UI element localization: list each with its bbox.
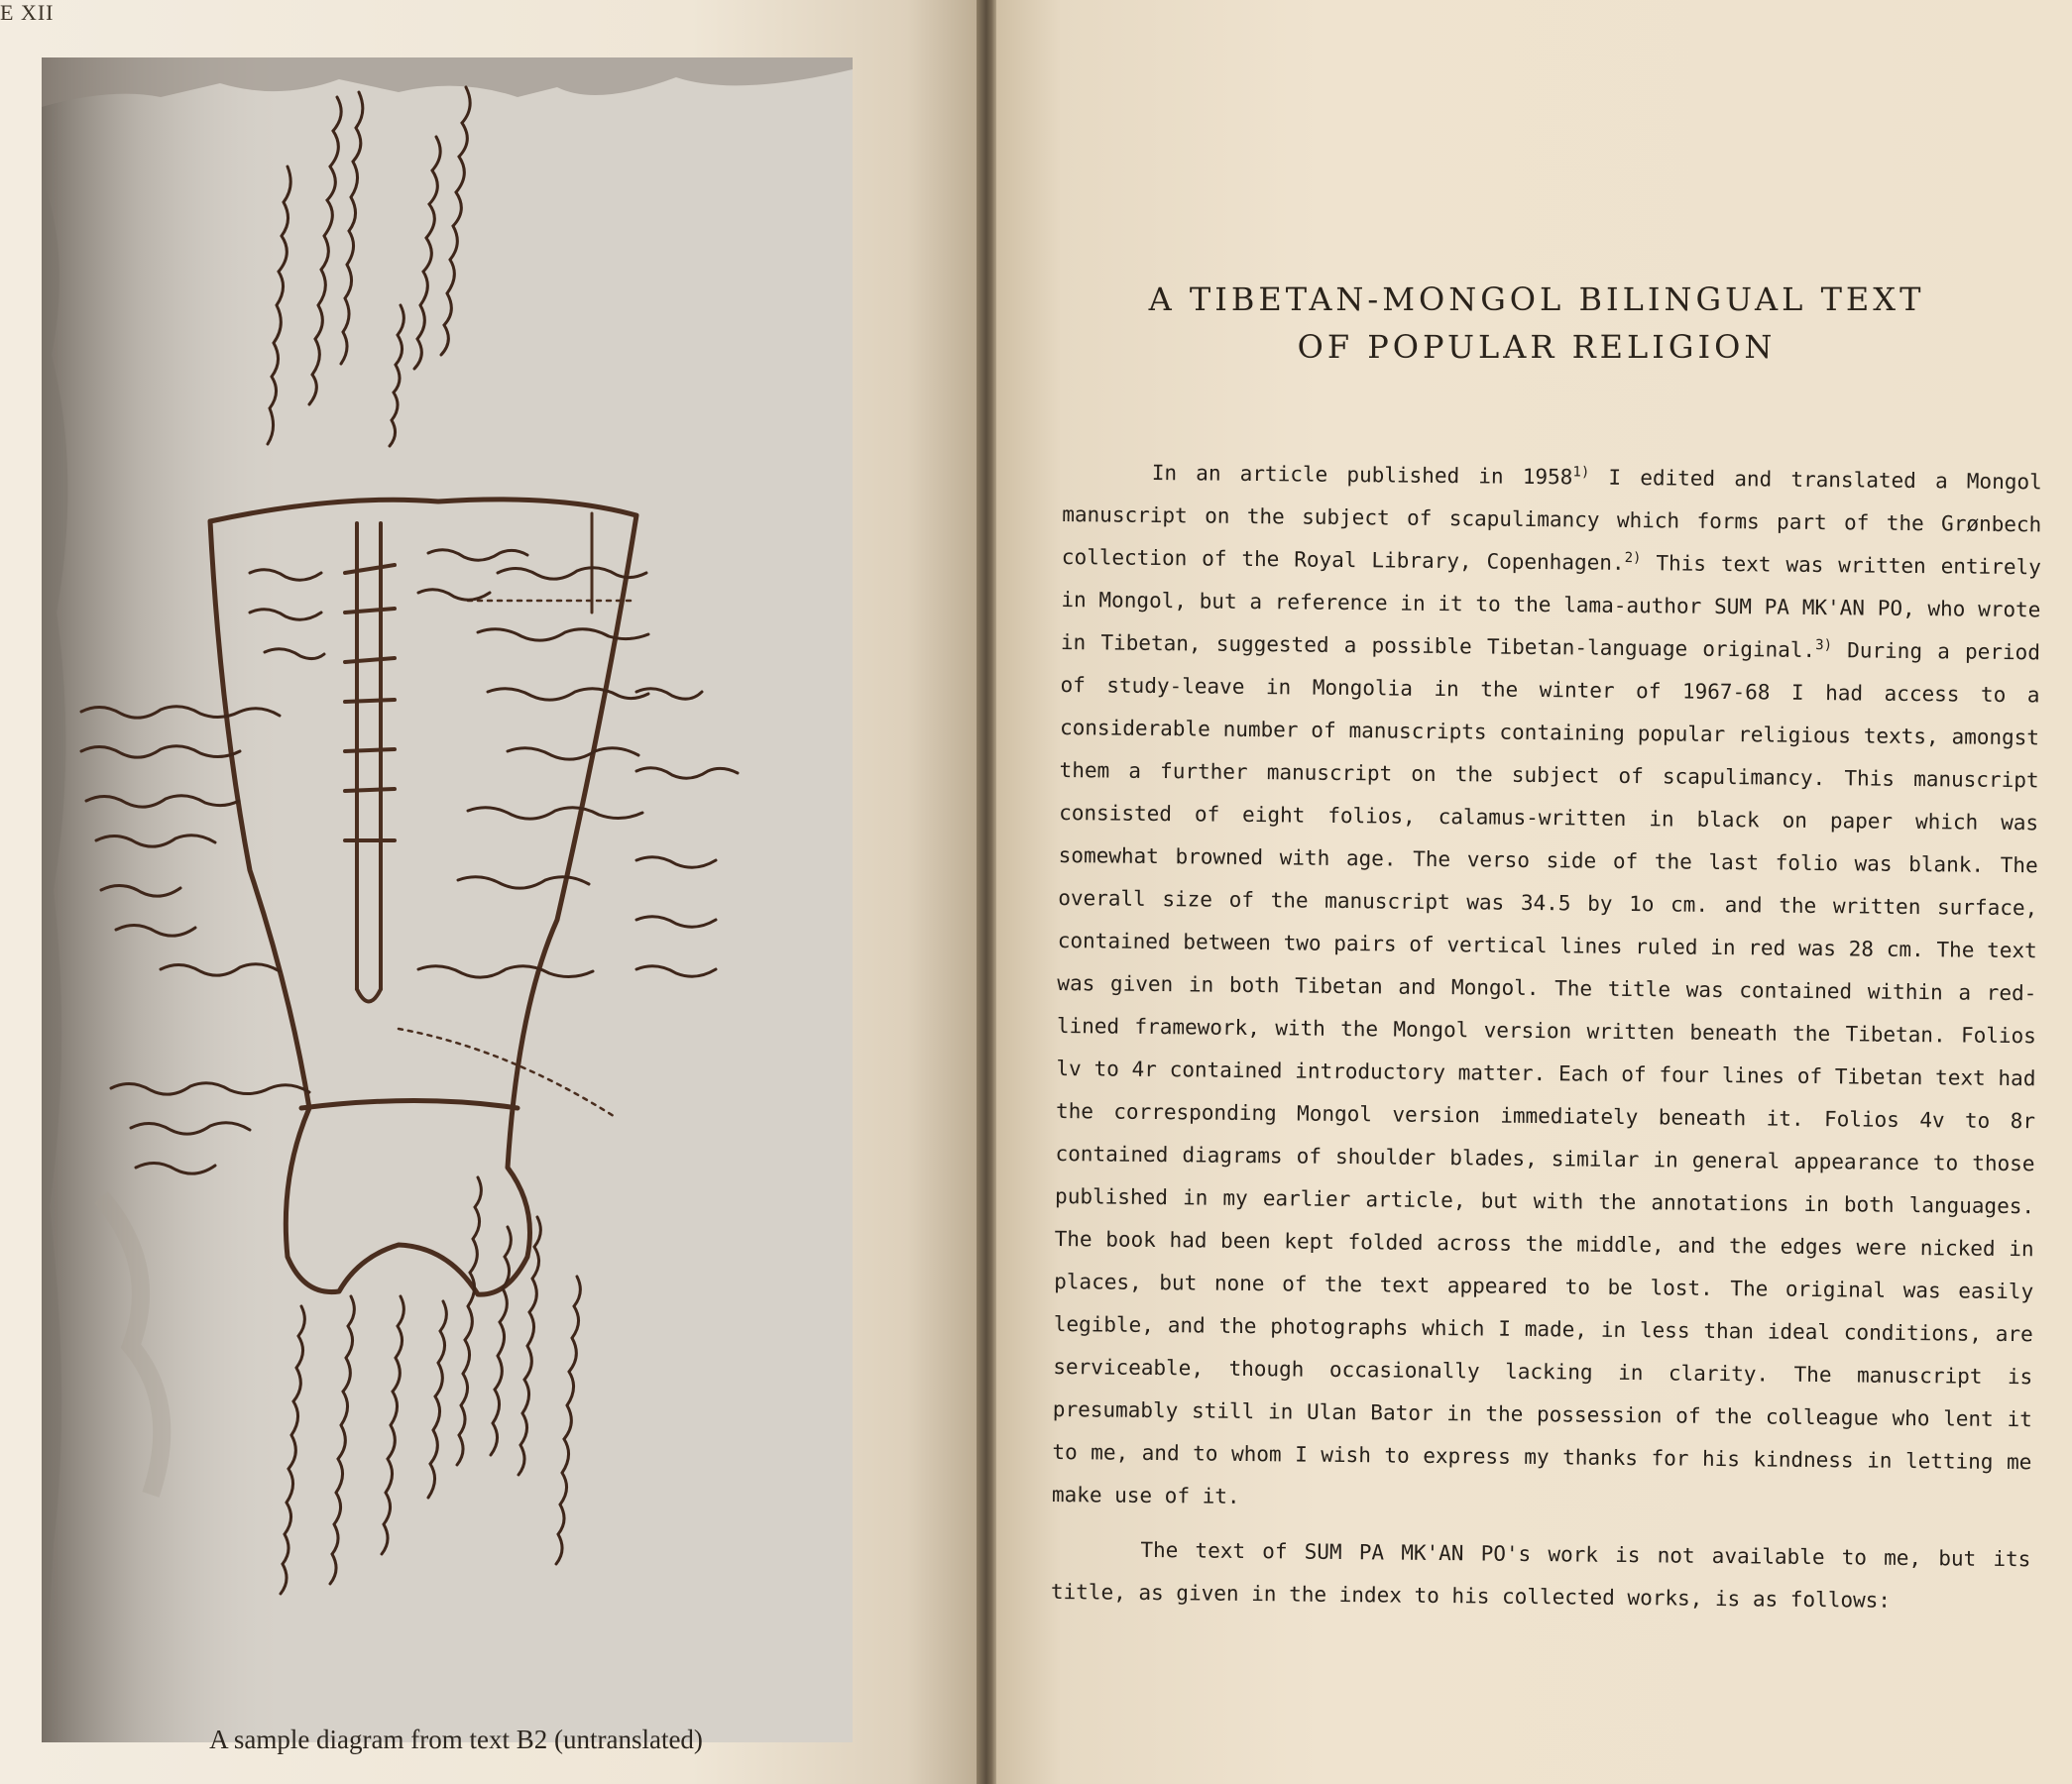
paragraph-1-text-b: I edited and translated a Mongol manuscript on the subject of scapulimancy which forms part of the Grønbech collection of the Royal Library, Copenhagen. (1061, 465, 2042, 575)
left-page (0, 0, 986, 1784)
article-body (1051, 451, 2042, 1635)
article-title (1091, 276, 1983, 371)
paragraph-1-text-d: During a period of study-leave in Mongolia in the winter of 1967-68 I had access to a considerable number of manuscripts containing popular religious texts, amongst them a further manuscript on the subject of scapulimancy. This manuscript consisted of eight folios, calamus-written in black on paper which was somewhat browned with age. The verso side of the last folio was blank. The overall size of the manuscript was 34.5 by 1o cm. and the written surface, contained between two pairs of vertical lines ruled in red was 28 cm. The text was given in both Tibetan and Mongol. The title was contained within a red-lined framework, with the Mongol version written beneath the Tibetan. Folios lv to 4r contained introductory matter. Each of four lines of Tibetan text had the corresponding Mongol version immediately beneath it. Folios 4v to 8r contained diagrams of shoulder blades, similar in general appearance to those published in my earlier article, but with the annotations in both languages. The book had been kept folded across the middle, and the edges were nicked in places, but none of the text appeared to be lost. The original was easily legible, and the photographs which I made, in less than ideal conditions, are serviceable, though occasionally lacking in clarity. The manuscript is presumably still in Ulan Bator in the possession of the colleague who lent it to me, and to whom I wish to express my thanks for his kindness in letting me make use of it. (1051, 638, 2041, 1508)
figure-caption: A sample diagram from text B2 (untranslated) (209, 1725, 703, 1754)
title-line-2: OF POPULAR RELIGION (1297, 328, 1777, 366)
scapula-diagram-image (42, 57, 853, 1742)
paragraph-1-text-a: In an article published in 1958 (1151, 460, 1573, 490)
running-head: E XII (0, 0, 55, 25)
footnote-ref-1: 1) (1572, 464, 1590, 481)
footnote-ref-3: 3) (1815, 636, 1833, 654)
paragraph-1 (1052, 451, 2042, 1526)
paragraph-2: The text of SUM PA MK'AN PO's work is not available to me, but its title, as given in the index to his collected works, is as follows: (1050, 1537, 2031, 1613)
manuscript-photo (42, 57, 853, 1742)
footnote-ref-2: 2) (1624, 549, 1642, 567)
title-line-1: A TIBETAN-MONGOL BILINGUAL TEXT (1148, 280, 1925, 318)
book-gutter (977, 0, 998, 1784)
paragraph-1-text-c: This text was written entirely in Mongol, but a reference in it to the lama-author SUM PA MK'AN PO, who wrote in Tibetan, suggested a possible Tibetan-language original. (1060, 551, 2041, 662)
